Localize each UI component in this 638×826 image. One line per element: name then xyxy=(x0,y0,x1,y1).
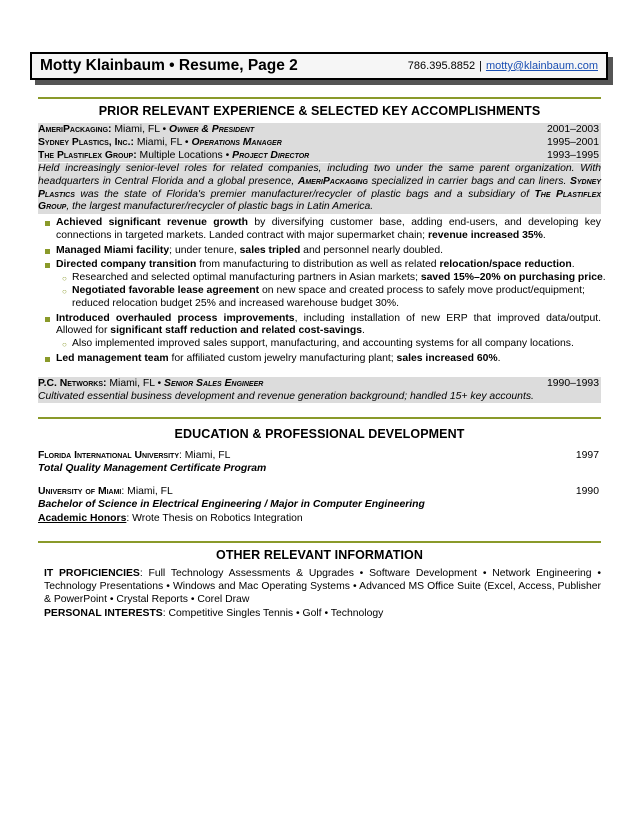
company-name: AmeriPackaging: xyxy=(38,124,112,135)
experience-section-header xyxy=(38,97,601,118)
company-name: P.C. Networks: xyxy=(38,378,107,389)
bullet-circle-icon: ○ xyxy=(62,340,67,350)
education-year: 1997 xyxy=(575,450,599,461)
it-proficiencies-continuation: Technology Presentations • Windows and Mac Operating Systems • Advanced MS Office Suite (Excel, Access, Publisher xyxy=(44,580,601,592)
job-dates: 1990–1993 xyxy=(546,378,599,389)
list-item: Managed Miami facility; under tenure, sales tripled and personnel nearly doubled. xyxy=(38,245,601,258)
bullet-circle-icon: ○ xyxy=(62,286,67,296)
section-title: EDUCATION & PROFESSIONAL DEVELOPMENT xyxy=(174,427,465,441)
summary-line: Plastics was the state of Florida's premier manufacturer/recycler of plastic bags and a subsidiary of The Plastiflex xyxy=(38,188,602,200)
it-proficiencies: IT PROFICIENCIES: Full Technology Assessments & Upgrades • Software Development • Network Engineering • xyxy=(44,568,601,579)
education-section-header xyxy=(38,417,601,441)
bullet-square-icon xyxy=(45,249,50,254)
phone-number: 786.395.8852 xyxy=(407,60,476,72)
job-description: Cultivated essential business development and revenue generation background; handled 15+ key accounts. xyxy=(38,390,601,403)
job-dates: 2001–2003 xyxy=(546,124,599,135)
education-detail: Total Quality Management Certificate Program xyxy=(38,463,267,474)
candidate-name: Motty Klainbaum • Resume, Page 2 xyxy=(40,57,298,74)
education-entry xyxy=(38,449,601,462)
other-section-header xyxy=(38,541,601,562)
bullet-square-icon xyxy=(45,317,50,322)
list-item-continuation: connections in targeted markets. Landed contract with major supermarket chain; revenue increased 35%. xyxy=(56,229,546,241)
list-item: Led management team for affiliated custom jewelry manufacturing plant; sales increased 60%. xyxy=(38,353,601,366)
job-location: Miami, FL • xyxy=(133,137,192,148)
it-proficiencies-continuation: & PowerPoint • Crystal Reports • Corel Draw xyxy=(44,593,250,605)
honors-label: Academic Honors xyxy=(38,513,127,524)
summary-line: headquarters in Central Florida and a global presence, AmeriPackaging specialized in carrier bags and can liners. Sydney xyxy=(38,175,601,187)
education-year: 1990 xyxy=(575,486,599,497)
education-entry xyxy=(38,485,601,498)
sub-list-item-continuation: reduced relocation budget 25% and increased warehouse budget 30%. xyxy=(72,297,399,309)
bullet-square-icon xyxy=(45,263,50,268)
sub-list-item: ○ Researched and selected optimal manufacturing partners in Asian markets; saved 15%–20% on purchasing price. xyxy=(38,272,601,285)
school-name: University of Miami xyxy=(38,486,122,497)
education-detail: Bachelor of Science in Electrical Engineering / Major in Computer Engineering xyxy=(38,499,425,510)
contact-separator: | xyxy=(479,60,482,72)
list-item: Introduced overhauled process improvements, including installation of new ERP that improved data/output. xyxy=(38,313,601,326)
list-item-continuation: Allowed for significant staff reduction and related cost-savings. xyxy=(56,325,365,337)
section-title: OTHER RELEVANT INFORMATION xyxy=(216,548,423,562)
list-item: Achieved significant revenue growth by diversifying customer base, adding end-users, and developing key xyxy=(38,217,601,230)
job-title: Project Director xyxy=(232,150,310,161)
experience-summary xyxy=(38,163,601,214)
job-location: Multiple Locations • xyxy=(136,150,233,161)
job-title: Senior Sales Engineer xyxy=(164,378,264,389)
job-dates: 1995–2001 xyxy=(546,137,599,148)
other-info xyxy=(38,568,601,621)
academic-honors xyxy=(38,512,601,525)
job-line xyxy=(38,136,601,149)
list-item: Directed company transition from manufacturing to distribution as well as related relocation/space reduction. xyxy=(38,259,601,272)
section-rule xyxy=(38,97,601,99)
bullet-circle-icon: ○ xyxy=(62,274,67,284)
summary-line: Group, the largest manufacturer/recycler of plastic bags in Latin America. xyxy=(38,201,374,213)
section-title: PRIOR RELEVANT EXPERIENCE & SELECTED KEY ACCOMPLISHMENTS xyxy=(98,104,541,118)
email-link[interactable]: motty@klainbaum.com xyxy=(485,60,598,72)
job-line xyxy=(38,123,601,136)
school-location: : Miami, FL xyxy=(179,450,231,461)
contact-info xyxy=(408,60,598,72)
resume-header xyxy=(30,52,608,80)
section-rule xyxy=(38,541,601,543)
job-title: Operations Manager xyxy=(191,137,282,148)
bullet-square-icon xyxy=(45,357,50,362)
bullet-square-icon xyxy=(45,221,50,226)
company-name: Sydney Plastics, Inc.: xyxy=(38,137,134,148)
job-dates: 1993–1995 xyxy=(546,150,599,161)
job-title: Owner & President xyxy=(169,124,255,135)
honors-text: : Wrote Thesis on Robotics Integration xyxy=(126,513,303,524)
school-location: : Miami, FL xyxy=(121,486,173,497)
job-location: Miami, FL • xyxy=(111,124,170,135)
job-line xyxy=(38,377,601,390)
section-rule xyxy=(38,417,601,419)
summary-line: Held increasingly senior-level roles for related companies, including two under the same parent organization. With xyxy=(38,163,601,174)
job-location: Miami, FL • xyxy=(106,378,165,389)
job-line xyxy=(38,149,601,162)
sub-list-item: ○ Also implemented improved sales support, manufacturing, and accounting systems for all company locations. xyxy=(38,338,601,351)
sub-list-item: ○ Negotiated favorable lease agreement on new space and created process to safely move product/equipment; xyxy=(38,285,601,298)
personal-interests: PERSONAL INTERESTS: Competitive Singles Tennis • Golf • Technology xyxy=(44,608,384,620)
school-name: Florida International University xyxy=(38,450,179,461)
accomplishments-list xyxy=(38,217,606,366)
company-name: The Plastiflex Group: xyxy=(38,150,137,161)
